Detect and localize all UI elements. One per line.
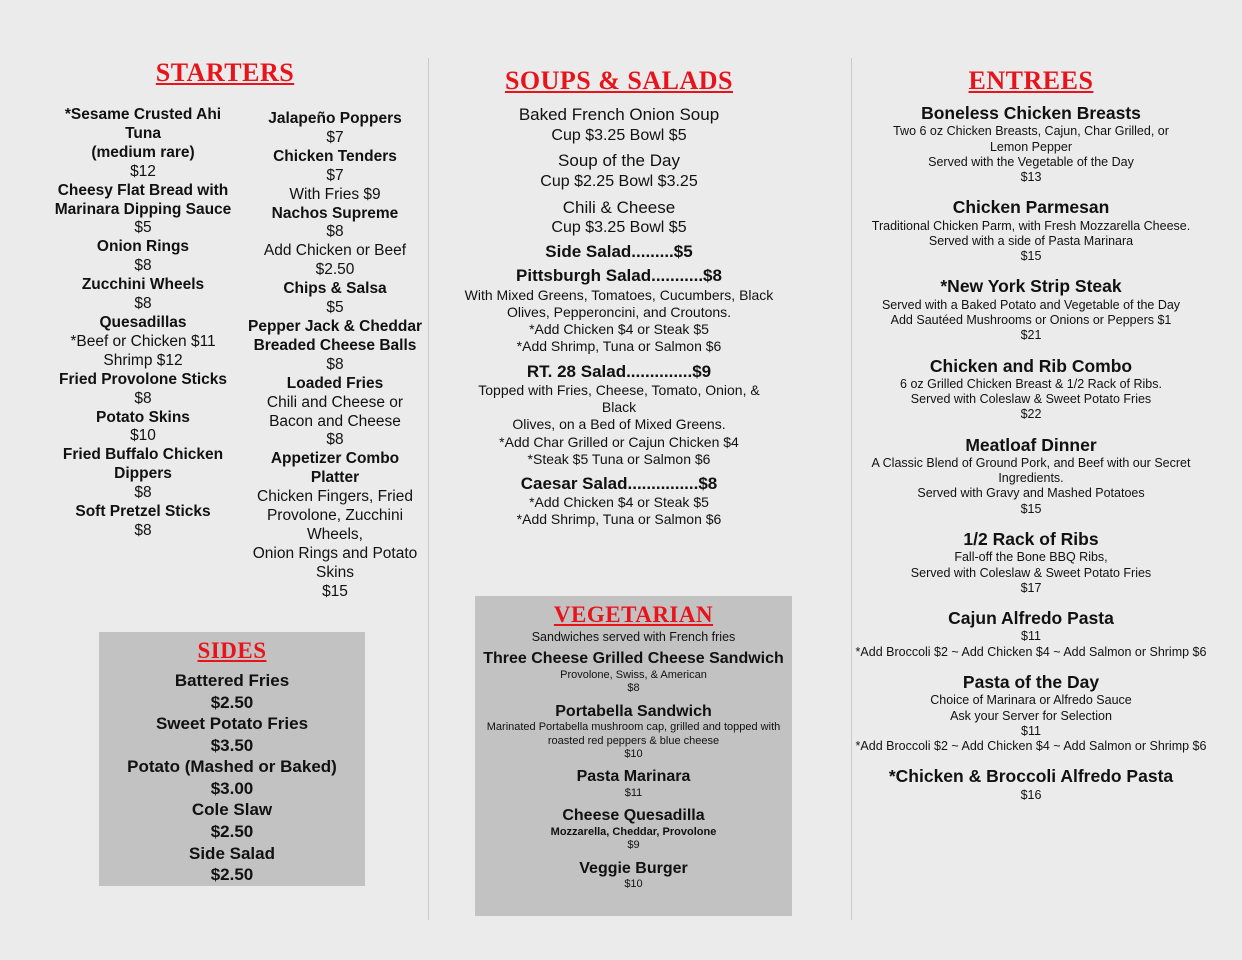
- starter-item: [246, 450, 424, 601]
- salad-detail: *Add Chicken $4 or Steak $5: [529, 321, 709, 338]
- starter-detail: With Fries $9: [289, 185, 381, 203]
- starter-item: [52, 238, 234, 276]
- starter-name: Zucchini Wheels: [81, 276, 205, 294]
- starter-name: Dippers: [114, 465, 172, 483]
- vegetarian-subtitle: Sandwiches served with French fries: [531, 630, 736, 644]
- entree-name: Meatloaf Dinner: [965, 434, 1097, 455]
- starter-detail: $8: [326, 355, 344, 373]
- entree-detail: *Add Broccoli $2 ~ Add Chicken $4 ~ Add Salmon or Shrimp $6: [855, 644, 1207, 659]
- starter-price: $5: [134, 219, 152, 237]
- vegetarian-item: [475, 806, 792, 852]
- entree-detail: *Add Broccoli $2 ~ Add Chicken $4 ~ Add Salmon or Shrimp $6: [855, 739, 1207, 753]
- vegetarian-price: $11: [624, 786, 643, 799]
- entree-item: [850, 672, 1212, 754]
- starter-name: Breaded Cheese Balls: [253, 336, 417, 354]
- entree-price: $15: [1020, 501, 1042, 516]
- starter-item: [52, 409, 234, 447]
- entree-detail: Served with the Vegetable of the Day: [928, 154, 1134, 169]
- starter-detail: $8: [326, 223, 344, 241]
- starter-name: Loaded Fries: [286, 374, 384, 392]
- entree-name: Chicken and Rib Combo: [929, 355, 1133, 376]
- starter-detail: Bacon and Cheese: [269, 412, 401, 430]
- salad-detail: *Add Shrimp, Tuna or Salmon $6: [516, 511, 722, 528]
- starter-price: $10: [130, 427, 156, 445]
- salad-detail: With Mixed Greens, Tomatoes, Cucumbers, Black: [464, 287, 774, 304]
- soup-item: [462, 105, 776, 145]
- vegetarian-name: Pasta Marinara: [576, 768, 691, 786]
- salad-item: [462, 266, 776, 355]
- starter-item: [52, 106, 234, 182]
- side-item: Cole Slaw: [191, 800, 273, 820]
- sides-heading: SIDES: [197, 638, 267, 663]
- salad-detail: *Add Shrimp, Tuna or Salmon $6: [516, 338, 722, 355]
- vegetarian-price: $10: [624, 747, 643, 760]
- entree-name: 1/2 Rack of Ribs: [963, 528, 1099, 549]
- starter-price: $8: [134, 484, 152, 502]
- vegetarian-name: Portabella Sandwich: [555, 702, 712, 720]
- starter-item: [52, 182, 234, 239]
- vegetarian-detail: roasted red peppers & blue cheese: [547, 734, 720, 747]
- entree-detail: Served with Coleslaw & Sweet Potato Fries: [910, 565, 1152, 580]
- side-item: Side Salad: [189, 843, 275, 863]
- starter-name: Tuna: [125, 124, 161, 142]
- soup-price: Cup $3.25 Bowl $5: [551, 219, 687, 237]
- entree-item: [850, 435, 1212, 517]
- starter-price: $7: [326, 166, 344, 184]
- salad-item: [462, 362, 776, 468]
- entree-name: Cajun Alfredo Pasta: [948, 608, 1114, 629]
- salad-name: RT. 28 Salad..............$9: [526, 361, 712, 381]
- vegetarian-name: Three Cheese Grilled Cheese Sandwich: [483, 650, 784, 668]
- side-salad: [462, 242, 776, 263]
- entree-detail: Choice of Marinara or Alfredo Sauce: [930, 693, 1132, 708]
- starter-name: Chicken Tenders: [273, 147, 397, 165]
- starter-detail: Skins: [316, 563, 354, 581]
- starter-item: [246, 375, 424, 451]
- entree-price: $13: [1020, 170, 1042, 185]
- entree-price: $22: [1020, 407, 1042, 422]
- salad-name: Pittsburgh Salad...........$8: [516, 266, 722, 286]
- starter-name: Fried Buffalo Chicken: [62, 446, 224, 464]
- entree-name: *Chicken & Broccoli Alfredo Pasta: [888, 766, 1174, 787]
- entree-detail: Fall-off the Bone BBQ Ribs,: [954, 550, 1108, 565]
- starter-detail: Chicken Fingers, Fried: [257, 488, 413, 506]
- soup-name: Baked French Onion Soup: [518, 105, 720, 124]
- starter-price: $8: [134, 257, 152, 275]
- vegetarian-item: [475, 767, 792, 800]
- starter-price: $8: [134, 295, 152, 313]
- entree-detail: Served with a Baked Potato and Vegetable of the Day: [881, 297, 1181, 312]
- vegetarian-name: Cheese Quesadilla: [562, 807, 705, 825]
- entree-name: Pasta of the Day: [962, 671, 1100, 692]
- salad-detail: *Add Chicken $4 or Steak $5: [529, 494, 709, 511]
- starter-item: [246, 148, 424, 205]
- starter-detail: $8: [326, 431, 344, 449]
- starter-item: [246, 280, 424, 318]
- entree-item: [850, 103, 1212, 185]
- starters-heading: STARTERS: [155, 58, 295, 87]
- entree-name: Chicken Parmesan: [952, 197, 1110, 218]
- entree-detail: Two 6 oz Chicken Breasts, Cajun, Char Grilled, or: [893, 124, 1169, 139]
- entree-item: [850, 356, 1212, 423]
- vegetarian-item: [475, 702, 792, 762]
- side-item: Sweet Potato Fries: [155, 714, 309, 734]
- entree-item: [850, 197, 1212, 264]
- vegetarian-price: $8: [627, 682, 640, 695]
- starter-item: [52, 371, 234, 409]
- entree-detail: A Classic Blend of Ground Pork, and Beef with our Secret Ingredients.: [871, 455, 1191, 486]
- side-price: $2.50: [210, 822, 254, 842]
- starter-name: Marinara Dipping Sauce: [54, 200, 232, 218]
- salad-detail: Olives, Pepperoncini, and Croutons.: [506, 304, 732, 321]
- starter-detail: Provolone, Zucchini: [266, 507, 404, 525]
- starter-detail: $7: [326, 128, 344, 146]
- starter-name: Potato Skins: [96, 408, 190, 426]
- starter-detail: Shrimp $12: [103, 351, 183, 369]
- vegetarian-price: $10: [624, 878, 643, 891]
- starter-name: Soft Pretzel Sticks: [75, 503, 211, 521]
- side-item: Potato (Mashed or Baked): [127, 757, 337, 777]
- salad-name: Caesar Salad...............$8: [520, 473, 718, 493]
- starter-price: $15: [322, 582, 348, 600]
- entree-price: $15: [1020, 249, 1042, 264]
- column-divider-left: [428, 58, 429, 920]
- starter-price: $12: [130, 162, 156, 180]
- starter-name: (medium rare): [91, 143, 195, 161]
- soups-salads-list: [462, 105, 776, 529]
- starter-detail: Onion Rings and Potato: [252, 544, 418, 562]
- starter-name: *Sesame Crusted Ahi: [64, 106, 222, 123]
- starter-name: Pepper Jack & Cheddar: [247, 317, 422, 335]
- vegetarian-name: Veggie Burger: [579, 859, 688, 877]
- starter-name: Appetizer Combo Platter: [270, 450, 400, 487]
- starter-item: [246, 110, 424, 148]
- soup-name: Soup of the Day: [558, 151, 680, 171]
- vegetarian-item: [475, 859, 792, 892]
- starters-left-list: [52, 106, 234, 541]
- soups-heading: SOUPS & SALADS: [504, 66, 734, 95]
- side-price: $3.00: [210, 778, 254, 798]
- starter-item: [52, 314, 234, 371]
- salad-name: Side Salad.........$5: [545, 241, 693, 261]
- starter-detail: *Beef or Chicken $11: [70, 332, 216, 350]
- salad-detail: Olives, on a Bed of Mixed Greens.: [512, 416, 726, 433]
- starter-item: [52, 446, 234, 503]
- starter-item: [52, 503, 234, 541]
- entree-price: $21: [1020, 328, 1042, 343]
- entrees-list: [850, 103, 1212, 803]
- starter-name: Jalapeño Poppers: [268, 110, 402, 127]
- starter-name: Chips & Salsa: [283, 280, 387, 298]
- starter-name: Fried Provolone Sticks: [59, 370, 227, 388]
- entree-detail: 6 oz Grilled Chicken Breast & 1/2 Rack of Ribs.: [900, 376, 1162, 391]
- entree-price: $11: [1021, 723, 1041, 738]
- starter-name: Nachos Supreme: [271, 204, 399, 222]
- sides-list: [99, 670, 365, 886]
- vegetarian-detail: Mozzarella, Cheddar, Provolone: [550, 825, 717, 838]
- vegetarian-item: [475, 649, 792, 695]
- starter-detail: Add Chicken or Beef: [263, 242, 407, 260]
- entree-item: [850, 608, 1212, 660]
- salad-detail: *Steak $5 Tuna or Salmon $6: [527, 450, 711, 467]
- side-price: $3.50: [210, 735, 254, 755]
- vegetarian-detail: Provolone, Swiss, & American: [560, 668, 707, 681]
- entree-name: *New York Strip Steak: [940, 276, 1122, 297]
- soup-item: [462, 198, 776, 238]
- starter-name: Onion Rings: [96, 238, 190, 256]
- starter-detail: Chili and Cheese or: [266, 393, 404, 411]
- starter-detail: $5: [326, 299, 344, 317]
- entree-detail: Served with a side of Pasta Marinara: [928, 233, 1134, 248]
- entrees-heading: ENTREES: [968, 66, 1094, 95]
- salad-detail: Topped with Fries, Cheese, Tomato, Onion, & Black: [478, 382, 760, 416]
- salad-detail: *Add Char Grilled or Cajun Chicken $4: [499, 433, 739, 450]
- starter-item: [246, 318, 424, 375]
- entree-price: $11: [1021, 629, 1041, 644]
- starter-detail: $2.50: [315, 261, 355, 279]
- starter-item: [52, 276, 234, 314]
- entree-detail: Traditional Chicken Parm, with Fresh Mozzarella Cheese.: [871, 218, 1191, 233]
- vegetarian-detail: Marinated Portabella mushroom cap, grilled and topped with: [486, 721, 781, 734]
- starter-price: $8: [134, 521, 152, 539]
- starter-name: Quesadillas: [99, 313, 187, 331]
- soup-name: Chili & Cheese: [562, 197, 676, 217]
- starters-right-list: [246, 110, 424, 602]
- soup-item: [462, 151, 776, 191]
- vegetarian-heading: VEGETARIAN: [553, 602, 714, 627]
- entree-detail: Served with Gravy and Mashed Potatoes: [917, 486, 1145, 501]
- vegetarian-list: [475, 630, 792, 891]
- entree-price: $17: [1020, 580, 1042, 595]
- vegetarian-price: $9: [627, 839, 640, 852]
- side-item: Battered Fries: [174, 671, 290, 690]
- side-price: $2.50: [210, 692, 254, 712]
- entree-detail: Ask your Server for Selection: [950, 708, 1112, 723]
- entree-detail: Add Sautéed Mushrooms or Onions or Peppers $1: [890, 313, 1172, 328]
- starter-price: $8: [134, 389, 152, 407]
- entree-name: Boneless Chicken Breasts: [921, 103, 1141, 123]
- entree-item: [850, 766, 1212, 803]
- entree-item: [850, 529, 1212, 596]
- entree-detail: Lemon Pepper: [989, 139, 1072, 154]
- soup-price: Cup $3.25 Bowl $5: [551, 126, 687, 144]
- starter-detail: Wheels,: [307, 525, 363, 543]
- soup-price: Cup $2.25 Bowl $3.25: [540, 172, 698, 190]
- entree-detail: Served with Coleslaw & Sweet Potato Fries: [910, 392, 1152, 407]
- entree-price: $16: [1020, 787, 1042, 802]
- salad-item: [462, 474, 776, 529]
- starter-name: Cheesy Flat Bread with: [57, 181, 229, 199]
- entree-item: [850, 276, 1212, 343]
- starter-item: [246, 205, 424, 281]
- side-price: $2.50: [210, 865, 254, 885]
